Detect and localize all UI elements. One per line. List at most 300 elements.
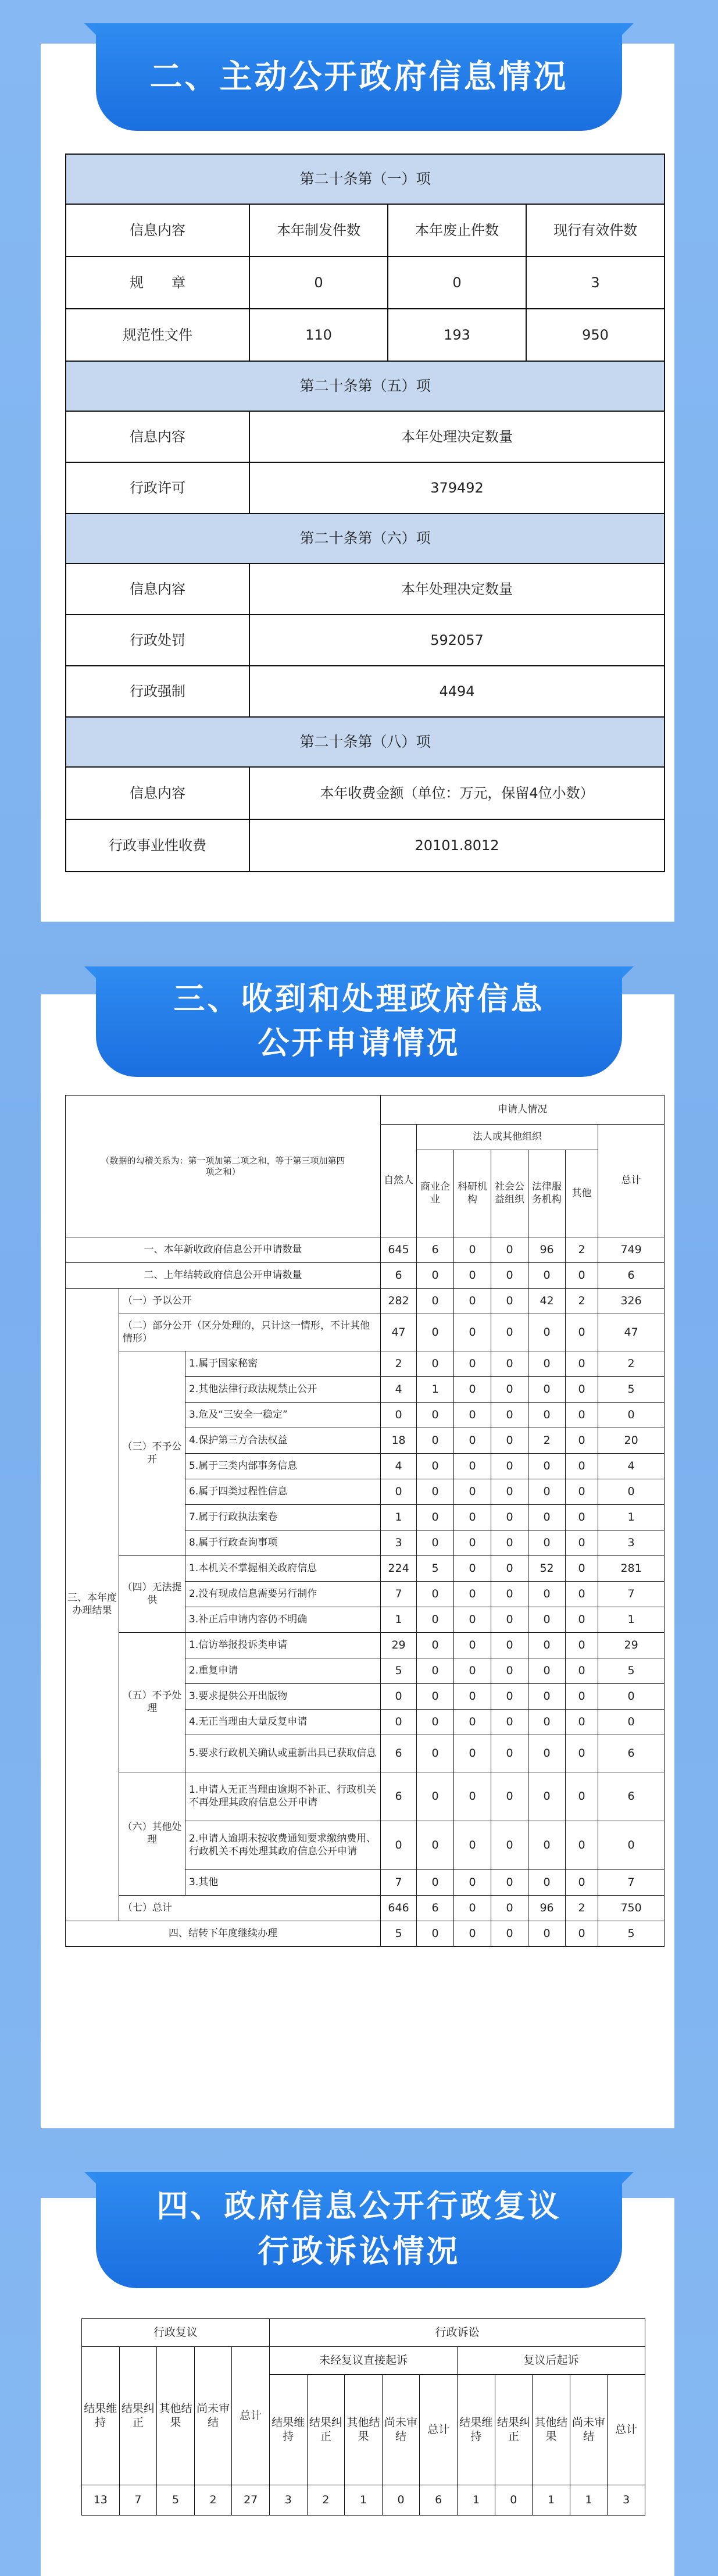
cell: 0 xyxy=(566,1530,598,1556)
cell: 0 xyxy=(417,1505,454,1530)
cell: 0 xyxy=(528,1658,566,1684)
cell: 2 xyxy=(566,1237,598,1263)
value-cell: 0 xyxy=(382,2485,420,2516)
cell: 0 xyxy=(454,1479,491,1505)
cell: 0 xyxy=(566,1772,598,1821)
cell: 0 xyxy=(417,1607,454,1633)
cell: 5 xyxy=(598,1658,665,1684)
cell: 0 xyxy=(528,1377,566,1403)
section2-banner xyxy=(96,23,622,131)
cell: 0 xyxy=(417,1710,454,1735)
cell: 0 xyxy=(454,1921,491,1947)
cell: 0 xyxy=(491,1403,528,1428)
section4-title-line2: 行政诉讼情况 xyxy=(258,2233,460,2270)
table-row xyxy=(66,309,665,361)
row-label: 2.申请人逾期未按收费通知要求缴纳费用、行政机关不再处理其政府信息公开申请 xyxy=(185,1821,381,1870)
cell: 0 xyxy=(528,1710,566,1735)
row-label: 4.保护第三方合法权益 xyxy=(185,1428,381,1454)
la-col: 结果维持 xyxy=(457,2375,495,2485)
cell: 6 xyxy=(598,1263,665,1289)
cell: 7 xyxy=(381,1870,417,1896)
litigation-header: 行政诉讼 xyxy=(269,2319,645,2347)
cell: 0 xyxy=(417,1314,454,1351)
value-cell: 13 xyxy=(82,2485,120,2516)
table-row xyxy=(66,615,665,666)
legal-group-header: 法人或其他组织 xyxy=(417,1125,598,1150)
col-content: 信息内容 xyxy=(66,411,249,462)
col-research: 科研机构 xyxy=(454,1150,491,1237)
cell: 326 xyxy=(598,1289,665,1314)
row-label: 5.要求行政机关确认或重新出具已获取信息 xyxy=(185,1735,381,1772)
cell: 4494 xyxy=(249,666,665,717)
cell: 2 xyxy=(528,1428,566,1454)
section3-title-line1: 三、收到和处理政府信息 xyxy=(173,980,545,1017)
ld-col: 结果维持 xyxy=(269,2375,307,2485)
cell: 0 xyxy=(528,1921,566,1947)
table-row xyxy=(66,1314,665,1351)
cell: 0 xyxy=(566,1505,598,1530)
row-label: 7.属于行政执法案卷 xyxy=(185,1505,381,1530)
cell: 6 xyxy=(598,1772,665,1821)
cell: 0 xyxy=(491,1684,528,1710)
cell: 29 xyxy=(598,1633,665,1658)
rc-col: 结果维持 xyxy=(82,2347,120,2485)
cell: 0 xyxy=(454,1237,491,1263)
subgroup-label: （四）无法提供 xyxy=(119,1556,185,1633)
art20-6-header: 第二十条第（六）项 xyxy=(66,513,665,563)
cell: 0 xyxy=(417,1684,454,1710)
cell: 110 xyxy=(249,309,388,361)
cell: 0 xyxy=(598,1479,665,1505)
col-other: 其他 xyxy=(566,1150,598,1237)
cell: 0 xyxy=(566,1710,598,1735)
after-header: 复议后起诉 xyxy=(457,2347,645,2375)
table-row xyxy=(66,1556,665,1582)
cell: 0 xyxy=(491,1896,528,1921)
cell: 0 xyxy=(417,1821,454,1870)
col-content: 信息内容 xyxy=(66,767,249,819)
row-label: （二）部分公开（区分处理的，只计这一情形，不计其他情形） xyxy=(119,1314,381,1351)
subgroup-label: （六）其他处理 xyxy=(119,1772,185,1896)
rc-col: 其他结果 xyxy=(157,2347,195,2485)
cell: 0 xyxy=(454,1607,491,1633)
row-label: 1.属于国家秘密 xyxy=(185,1351,381,1377)
cell: 0 xyxy=(598,1684,665,1710)
cell: 18 xyxy=(381,1428,417,1454)
cell: 645 xyxy=(381,1237,417,1263)
row-label: 行政处罚 xyxy=(66,615,249,666)
col-repealed: 本年废止件数 xyxy=(388,204,526,256)
cell: 0 xyxy=(454,1772,491,1821)
col-natural-person: 自然人 xyxy=(381,1125,417,1237)
cell: 0 xyxy=(454,1684,491,1710)
row-label: 3.补正后申请内容仍不明确 xyxy=(185,1607,381,1633)
cell: 0 xyxy=(528,1735,566,1772)
cell: 0 xyxy=(388,256,526,309)
cell: 0 xyxy=(381,1684,417,1710)
cell: 0 xyxy=(491,1633,528,1658)
section3-title-line2: 公开申请情况 xyxy=(258,1025,460,1061)
section4-banner xyxy=(96,2172,622,2288)
cell: 3 xyxy=(598,1530,665,1556)
cell: 0 xyxy=(491,1263,528,1289)
table-row xyxy=(66,1772,665,1821)
value-cell: 1 xyxy=(570,2485,608,2516)
cell: 0 xyxy=(417,1772,454,1821)
row-label: 一、本年新收政府信息公开申请数量 xyxy=(66,1237,381,1263)
cell: 0 xyxy=(454,1314,491,1351)
cell: 0 xyxy=(491,1658,528,1684)
cell: 0 xyxy=(491,1479,528,1505)
section4-table xyxy=(81,2318,645,2516)
cell: 0 xyxy=(417,1870,454,1896)
cell: 2 xyxy=(598,1351,665,1377)
section2-title: 二、主动公开政府信息情况 xyxy=(149,58,569,96)
cell: 29 xyxy=(381,1633,417,1658)
applicant-header: 申请人情况 xyxy=(381,1096,665,1125)
reconsideration-header: 行政复议 xyxy=(82,2319,270,2347)
table-row xyxy=(66,1351,665,1377)
row-label: 8.属于行政查询事项 xyxy=(185,1530,381,1556)
cell: 5 xyxy=(417,1556,454,1582)
row-label: （七）总计 xyxy=(119,1896,381,1921)
cell: 0 xyxy=(598,1821,665,1870)
cell: 0 xyxy=(528,1314,566,1351)
cell: 5 xyxy=(381,1658,417,1684)
col-made: 本年制发件数 xyxy=(249,204,388,256)
section3-banner xyxy=(96,966,622,1077)
cell: 0 xyxy=(417,1921,454,1947)
cell: 0 xyxy=(491,1607,528,1633)
value-cell: 2 xyxy=(307,2485,345,2516)
cell: 0 xyxy=(566,1633,598,1658)
cell: 379492 xyxy=(249,462,665,513)
row-label: 规 章 xyxy=(66,256,249,309)
ld-col: 结果纠正 xyxy=(307,2375,345,2485)
value-cell: 27 xyxy=(232,2485,270,2516)
cell: 0 xyxy=(454,1289,491,1314)
cell: 0 xyxy=(491,1377,528,1403)
cell: 0 xyxy=(528,1684,566,1710)
ld-col: 其他结果 xyxy=(345,2375,383,2485)
cell: 0 xyxy=(491,1582,528,1607)
section4-title-line1: 四、政府信息公开行政复议 xyxy=(156,2188,562,2224)
value-cell: 3 xyxy=(608,2485,645,2516)
corner-note: （数据的勾稽关系为：第一项加第二项之和，等于第三项加第四项之和） xyxy=(66,1096,381,1237)
rc-col: 尚未审结 xyxy=(194,2347,232,2485)
cell: 0 xyxy=(491,1428,528,1454)
cell: 0 xyxy=(454,1582,491,1607)
cell: 6 xyxy=(417,1237,454,1263)
table-row xyxy=(66,819,665,872)
cell: 0 xyxy=(491,1821,528,1870)
value-cell: 3 xyxy=(269,2485,307,2516)
table-row xyxy=(66,462,665,513)
cell: 0 xyxy=(528,1530,566,1556)
cell: 0 xyxy=(417,1289,454,1314)
table-row xyxy=(66,1237,665,1263)
cell: 0 xyxy=(417,1454,454,1479)
cell: 0 xyxy=(454,1377,491,1403)
value-cell: 1 xyxy=(345,2485,383,2516)
art20-8-header: 第二十条第（八）项 xyxy=(66,717,665,767)
row-label: 行政强制 xyxy=(66,666,249,717)
cell: 0 xyxy=(417,1658,454,1684)
cell: 0 xyxy=(566,1821,598,1870)
row-label: 行政许可 xyxy=(66,462,249,513)
row-label: 2.其他法律行政法规禁止公开 xyxy=(185,1377,381,1403)
cell: 0 xyxy=(417,1633,454,1658)
table-row xyxy=(66,1921,665,1947)
cell: 0 xyxy=(598,1710,665,1735)
cell: 0 xyxy=(566,1479,598,1505)
cell: 0 xyxy=(566,1735,598,1772)
cell: 1 xyxy=(598,1607,665,1633)
table-row xyxy=(66,1896,665,1921)
section3-table xyxy=(65,1095,665,1947)
row-label: 1.信访举报投诉类申请 xyxy=(185,1633,381,1658)
cell: 0 xyxy=(454,1428,491,1454)
row-label: 1.本机关不掌握相关政府信息 xyxy=(185,1556,381,1582)
cell: 0 xyxy=(381,1479,417,1505)
cell: 0 xyxy=(528,1821,566,1870)
table-row xyxy=(82,2485,645,2516)
rc-col: 总计 xyxy=(232,2347,270,2485)
cell: 5 xyxy=(598,1921,665,1947)
cell: 0 xyxy=(454,1530,491,1556)
cell: 0 xyxy=(491,1505,528,1530)
col-valid: 现行有效件数 xyxy=(526,204,665,256)
row-label: 3.要求提供公开出版物 xyxy=(185,1684,381,1710)
cell: 4 xyxy=(598,1454,665,1479)
row-label: 1.申请人无正当理由逾期不补正、行政机关不再处理其政府信息公开申请 xyxy=(185,1772,381,1821)
cell: 47 xyxy=(381,1314,417,1351)
cell: 0 xyxy=(566,1377,598,1403)
cell: 0 xyxy=(249,256,388,309)
cell: 0 xyxy=(491,1237,528,1263)
cell: 0 xyxy=(454,1821,491,1870)
cell: 0 xyxy=(528,1633,566,1658)
cell: 0 xyxy=(454,1710,491,1735)
row-label: 5.属于三类内部事务信息 xyxy=(185,1454,381,1479)
rc-col: 结果纠正 xyxy=(119,2347,157,2485)
cell: 20 xyxy=(598,1428,665,1454)
row-label: 3.危及“三安全一稳定” xyxy=(185,1403,381,1428)
table-row xyxy=(66,1633,665,1658)
col-count: 本年处理决定数量 xyxy=(249,563,665,615)
col-count: 本年处理决定数量 xyxy=(249,411,665,462)
cell: 1 xyxy=(598,1505,665,1530)
cell: 0 xyxy=(566,1314,598,1351)
cell: 0 xyxy=(417,1735,454,1772)
group-label: 三、本年度办理结果 xyxy=(66,1289,119,1921)
cell: 0 xyxy=(528,1479,566,1505)
col-legal-service: 法律服务机构 xyxy=(528,1150,566,1237)
cell: 281 xyxy=(598,1556,665,1582)
row-label: 2.没有现成信息需要另行制作 xyxy=(185,1582,381,1607)
cell: 0 xyxy=(566,1582,598,1607)
cell: 0 xyxy=(566,1403,598,1428)
subgroup-label: （五）不予处理 xyxy=(119,1633,185,1772)
cell: 0 xyxy=(566,1658,598,1684)
value-cell: 1 xyxy=(457,2485,495,2516)
row-label: 6.属于四类过程性信息 xyxy=(185,1479,381,1505)
la-col: 尚未审结 xyxy=(570,2375,608,2485)
cell: 0 xyxy=(566,1870,598,1896)
cell: 0 xyxy=(454,1735,491,1772)
value-cell: 7 xyxy=(119,2485,157,2516)
cell: 96 xyxy=(528,1237,566,1263)
cell: 0 xyxy=(454,1633,491,1658)
cell: 0 xyxy=(491,1289,528,1314)
table-row xyxy=(66,1289,665,1314)
cell: 5 xyxy=(381,1921,417,1947)
la-col: 其他结果 xyxy=(533,2375,570,2485)
value-cell: 1 xyxy=(533,2485,570,2516)
value-cell: 2 xyxy=(194,2485,232,2516)
cell: 282 xyxy=(381,1289,417,1314)
cell: 0 xyxy=(454,1896,491,1921)
cell: 6 xyxy=(417,1896,454,1921)
cell: 0 xyxy=(566,1607,598,1633)
value-cell: 0 xyxy=(495,2485,533,2516)
cell: 0 xyxy=(454,1263,491,1289)
cell: 0 xyxy=(417,1479,454,1505)
row-label: 3.其他 xyxy=(185,1870,381,1896)
cell: 0 xyxy=(491,1870,528,1896)
value-cell: 5 xyxy=(157,2485,195,2516)
cell: 7 xyxy=(598,1582,665,1607)
cell: 592057 xyxy=(249,615,665,666)
table-row xyxy=(66,256,665,309)
cell: 0 xyxy=(566,1263,598,1289)
cell: 0 xyxy=(566,1454,598,1479)
cell: 0 xyxy=(417,1428,454,1454)
cell: 1 xyxy=(381,1607,417,1633)
cell: 0 xyxy=(491,1710,528,1735)
cell: 0 xyxy=(528,1772,566,1821)
la-col: 总计 xyxy=(608,2375,645,2485)
cell: 0 xyxy=(491,1772,528,1821)
cell: 52 xyxy=(528,1556,566,1582)
art20-5-header: 第二十条第（五）项 xyxy=(66,361,665,411)
cell: 0 xyxy=(454,1556,491,1582)
cell: 5 xyxy=(598,1377,665,1403)
cell: 0 xyxy=(454,1351,491,1377)
cell: 193 xyxy=(388,309,526,361)
cell: 0 xyxy=(566,1556,598,1582)
row-label: 行政事业性收费 xyxy=(66,819,249,872)
cell: 7 xyxy=(381,1582,417,1607)
direct-header: 未经复议直接起诉 xyxy=(269,2347,457,2375)
col-content: 信息内容 xyxy=(66,563,249,615)
cell: 2 xyxy=(566,1896,598,1921)
cell: 749 xyxy=(598,1237,665,1263)
table-row xyxy=(66,1263,665,1289)
row-label: （一）予以公开 xyxy=(119,1289,381,1314)
cell: 0 xyxy=(454,1870,491,1896)
cell: 6 xyxy=(598,1735,665,1772)
col-commercial: 商业企业 xyxy=(417,1150,454,1237)
cell: 47 xyxy=(598,1314,665,1351)
cell: 0 xyxy=(491,1530,528,1556)
cell: 0 xyxy=(491,1556,528,1582)
cell: 0 xyxy=(566,1684,598,1710)
cell: 0 xyxy=(417,1403,454,1428)
cell: 42 xyxy=(528,1289,566,1314)
col-amount: 本年收费金额（单位：万元，保留4位小数） xyxy=(249,767,665,819)
cell: 0 xyxy=(528,1454,566,1479)
cell: 4 xyxy=(381,1377,417,1403)
cell: 0 xyxy=(454,1658,491,1684)
row-label: 规范性文件 xyxy=(66,309,249,361)
row-label: 二、上年结转政府信息公开申请数量 xyxy=(66,1263,381,1289)
cell: 96 xyxy=(528,1896,566,1921)
subgroup-label: （三）不予公开 xyxy=(119,1351,185,1556)
cell: 750 xyxy=(598,1896,665,1921)
cell: 2 xyxy=(566,1289,598,1314)
row-label: 四、结转下年度继续办理 xyxy=(66,1921,381,1947)
cell: 0 xyxy=(528,1403,566,1428)
cell: 0 xyxy=(528,1351,566,1377)
cell: 0 xyxy=(598,1403,665,1428)
art20-1-header: 第二十条第（一）项 xyxy=(66,154,665,204)
cell: 0 xyxy=(528,1505,566,1530)
cell: 6 xyxy=(381,1735,417,1772)
cell: 0 xyxy=(491,1351,528,1377)
cell: 0 xyxy=(528,1607,566,1633)
cell: 0 xyxy=(491,1735,528,1772)
cell: 20101.8012 xyxy=(249,819,665,872)
cell: 6 xyxy=(381,1263,417,1289)
section2-table xyxy=(65,154,665,872)
cell: 2 xyxy=(381,1351,417,1377)
col-nonprofit: 社会公益组织 xyxy=(491,1150,528,1237)
cell: 0 xyxy=(528,1582,566,1607)
cell: 0 xyxy=(417,1351,454,1377)
ld-col: 尚未审结 xyxy=(382,2375,420,2485)
cell: 950 xyxy=(526,309,665,361)
cell: 224 xyxy=(381,1556,417,1582)
cell: 0 xyxy=(566,1351,598,1377)
col-content: 信息内容 xyxy=(66,204,249,256)
cell: 3 xyxy=(381,1530,417,1556)
cell: 0 xyxy=(381,1710,417,1735)
cell: 0 xyxy=(491,1921,528,1947)
cell: 7 xyxy=(598,1870,665,1896)
cell: 0 xyxy=(381,1821,417,1870)
value-cell: 6 xyxy=(420,2485,458,2516)
ld-col: 总计 xyxy=(420,2375,458,2485)
cell: 0 xyxy=(454,1454,491,1479)
cell: 0 xyxy=(491,1314,528,1351)
cell: 1 xyxy=(381,1505,417,1530)
col-total: 总计 xyxy=(598,1125,665,1237)
la-col: 结果纠正 xyxy=(495,2375,533,2485)
cell: 646 xyxy=(381,1896,417,1921)
row-label: 2.重复申请 xyxy=(185,1658,381,1684)
cell: 0 xyxy=(528,1263,566,1289)
table-row xyxy=(66,666,665,717)
cell: 0 xyxy=(491,1454,528,1479)
cell: 0 xyxy=(417,1582,454,1607)
cell: 0 xyxy=(454,1403,491,1428)
cell: 0 xyxy=(566,1428,598,1454)
cell: 6 xyxy=(381,1772,417,1821)
cell: 0 xyxy=(528,1870,566,1896)
row-label: 4.无正当理由大量反复申请 xyxy=(185,1710,381,1735)
cell: 0 xyxy=(417,1263,454,1289)
